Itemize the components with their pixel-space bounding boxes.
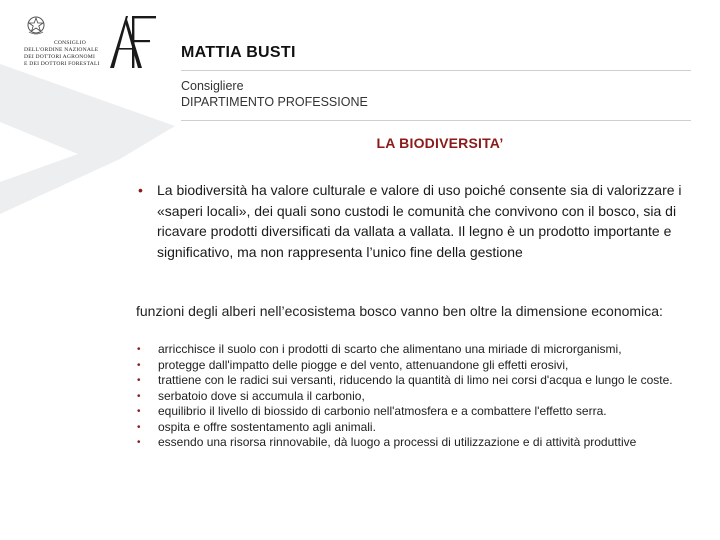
list-item <box>137 404 692 420</box>
af-monogram-logo <box>108 14 158 70</box>
bullet-icon: • <box>137 437 141 448</box>
function-text: equilibrio il livello di biossido di carbonio nell'atmosfera e a combattere l'effetto serra. <box>158 404 607 418</box>
person-name: MATTIA BUSTI <box>181 44 296 61</box>
list-item <box>137 420 692 436</box>
functions-list <box>137 342 692 451</box>
org-line: DELL'ORDINE NAZIONALE <box>24 47 99 53</box>
list-item <box>137 389 692 405</box>
list-item <box>137 342 692 358</box>
main-bullet-text: La biodiversità ha valore culturale e valore di uso poiché consente sia di valorizzare i «saperi locali», dei quali sono custodi le comunità che convivono con il bosco, sia di ricavare prodotti diversificati da vallata a vallata. Il legno è un prodotto importante e significativo, ma non rappresenta l’unico fine della gestione <box>157 182 682 260</box>
slide-title: LA BIODIVERSITA’ <box>376 135 504 151</box>
list-item <box>137 435 692 451</box>
bullet-icon: • <box>137 421 141 433</box>
divider <box>181 70 691 71</box>
org-line: E DEI DOTTORI FORESTALI <box>24 61 100 67</box>
organization-name <box>24 40 114 68</box>
function-text: ospita e offre sostentamento agli animali. <box>158 419 376 434</box>
bullet-icon: • <box>137 390 141 402</box>
function-text: arricchisce il suolo con i prodotti di scarto che alimentano una miriade di microrganismi, <box>158 342 622 356</box>
main-bullet-list <box>138 180 698 262</box>
org-line: DEI DOTTORI AGRONOMI <box>24 54 96 60</box>
list-item <box>137 358 692 374</box>
function-text: protegge dall'impatto delle piogge e del vento, attenuandone gli effetti erosivi, <box>158 357 569 372</box>
list-item <box>137 373 692 389</box>
list-item <box>138 180 698 262</box>
bullet-icon: • <box>137 359 141 371</box>
bullet-icon: • <box>138 182 143 198</box>
org-line: CONSIGLIO <box>54 40 86 46</box>
department-name: DIPARTIMENTO PROFESSIONE <box>181 95 368 109</box>
function-text: trattiene con le radici sui versanti, riducendo la quantità di limo nei corsi d'acqua e lungo le coste. <box>158 373 673 387</box>
italian-republic-emblem-icon <box>26 14 46 36</box>
function-text: essendo una risorsa rinnovabile, dà luogo a processi di utilizzazione e di attività produttive <box>158 435 637 449</box>
bullet-icon: • <box>137 375 141 386</box>
divider <box>181 120 691 121</box>
function-text: serbatoio dove si accumula il carbonio, <box>158 388 365 403</box>
bullet-icon: • <box>137 344 141 355</box>
role-title: Consigliere <box>181 79 244 93</box>
intro-paragraph: funzioni degli alberi nell’ecosistema bosco vanno ben oltre la dimensione economica: <box>136 303 663 319</box>
role-block <box>181 78 368 110</box>
bullet-icon: • <box>137 406 141 417</box>
